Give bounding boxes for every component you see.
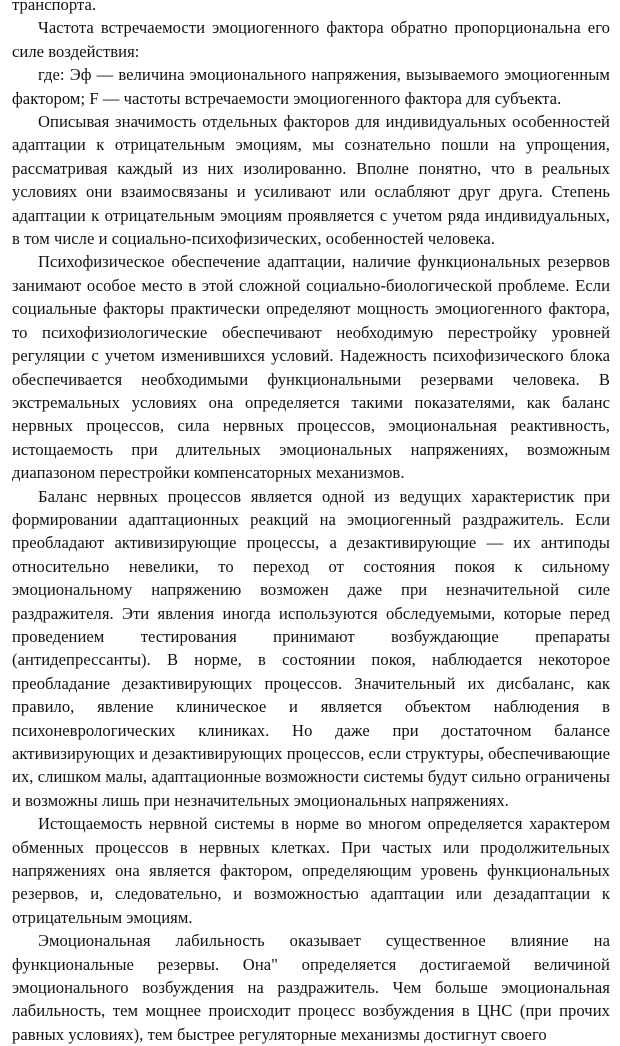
paragraph-6: Баланс нервных процессов является одной из ведущих характеристик при формировании адаптационных реакций на эмоциогенный раздражитель. Если преобладают активизирующие процессы, а дезактивирующие — их антиподы относительно невелики, то переход от состояния покоя к сильному эмоциональному напряжению возможен даже при незначительной силе раздражителя. Эти явления иногда используются обследуемыми, которые перед проведением тестирования принимают возбуждающие препараты (антидепрессанты). В норме, в состоянии покоя, наблюдается некоторое преобладание дезактивирующих процессов. Значительный их дисбаланс, как правило, явление клиническое и является объектом наблюдения в психоневрологических клиниках. Но даже при достаточном балансе активизирующих и дезактивирующих процессов, если структуры, обеспечивающие их, слишком малы, адаптационные возможности системы будут сильно ограничены и возможны лишь при незначительных эмоциональных напряжениях. <box>12 486 610 810</box>
paragraph-3: где: Эф — величина эмоционального напряжения, вызываемого эмоциогенным фактором; F — частоты встречаемости эмоциогенного фактора для субъекта. <box>12 65 610 108</box>
paragraph-8: Эмоциональная лабильность оказывает существенное влияние на функциональные резервы. Она" определяется достигаемой величиной эмоционального возбуждения на раздражитель. Чем больше эмоциональная лабильность, тем мощнее происходит процесс возбуждения в ЦНС (при прочих равных условиях), тем быстрее регуляторные механизмы достигнут своего <box>12 931 610 1044</box>
paragraph-7: Истощаемость нервной системы в норме во многом определяется характером обменных процессов в нервных клетках. При частых или продолжительных напряжениях она является фактором, определяющим уровень функциональных резервов, и, следовательно, и возможностью адаптации или дезадаптации к отрицательным эмоциям. <box>12 814 610 927</box>
paragraph-5: Психофизическое обеспечение адаптации, наличие функциональных резервов занимают особое место в этой сложной социально-биологической проблеме. Если социальные факторы практически определяют мощность эмоциогенного фактора, то психофизиологические обеспечивают необходимую перестройку уровней регуляции с учетом изменившихся условий. Надежность психофизического блока обеспечивается необходимыми функциональными резервами человека. В экстремальных условиях она определяется такими показателями, как баланс нервных процессов, сила нервных процессов, эмоциональная реактивность, истощаемость при длительных эмоциональных напряжениях, возможным диапазоном перестройки компенсаторных механизмов. <box>12 252 610 483</box>
paragraph-2: Частота встречаемости эмоциогенного фактора обратно пропорциональна его силе воздействия: <box>12 18 610 61</box>
paragraph-4: Описывая значимость отдельных факторов для индивидуальных особенностей адаптации к отрицательным эмоциям, мы сознательно пошли на упрощения, рассматривая каждый из них изолированно. Вполне понятно, что в реальных условиях они взаимосвязаны и усиливают или ослабляют друг друга. Степень адаптации к отрицательным эмоциям проявляется с учетом ряда индивидуальных, в том числе и социально-психофизических, особенностей человека. <box>12 112 610 249</box>
document-body <box>12 0 610 1046</box>
paragraph-1: транспорта. <box>12 0 97 14</box>
